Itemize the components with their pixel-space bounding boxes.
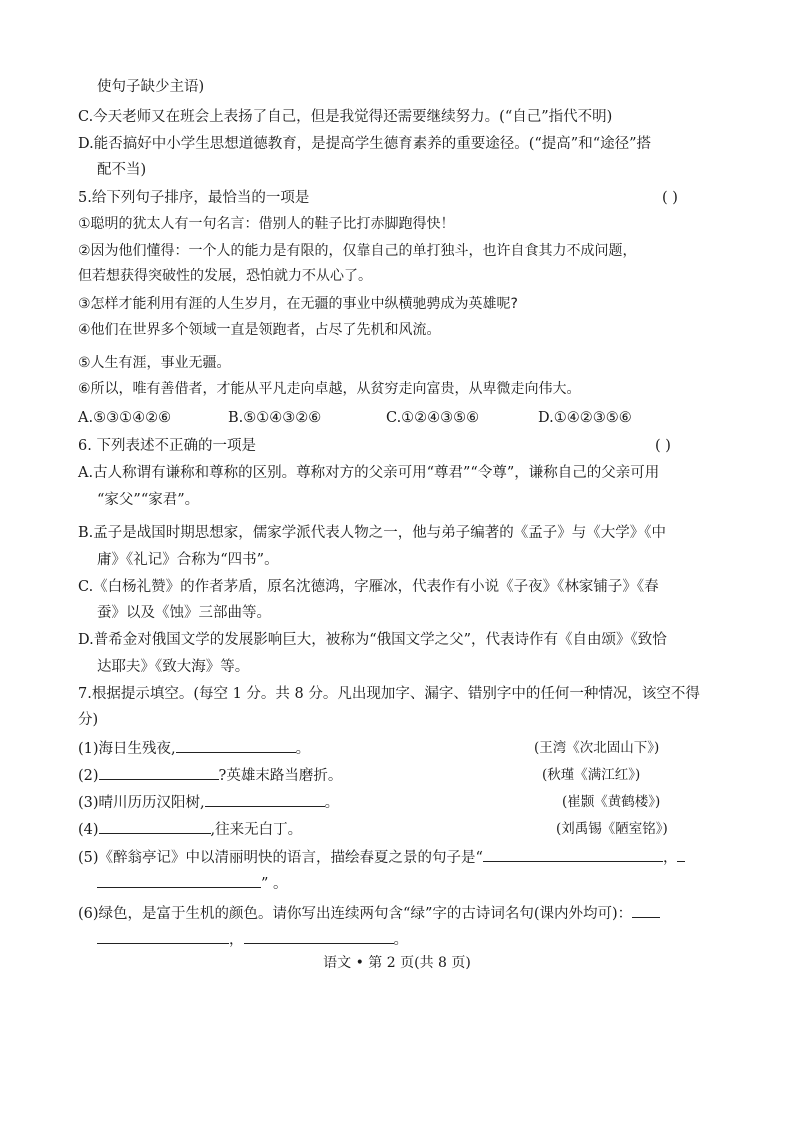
q7-item-2-prompt: ?英雄末路当磨折。 (218, 768, 343, 784)
q7-stem-line1: 7.根据提示填空。(每空 1 分。共 8 分。凡出现加字、漏字、错别字中的任何一种情况，该空不得 (78, 686, 700, 702)
q5-sentence-4: ④他们在世界多个领域一直是领跑者，占尽了先机和风流。 (78, 322, 441, 338)
q7-item-1-prompt: (1)海日生残夜, (78, 741, 176, 757)
q6-option-d-line1: D.普希金对俄国文学的发展影响巨大，被称为“俄国文学之父”，代表诗作有《自由颂》《致恰 (78, 632, 667, 648)
q7-item-6-blank-2[interactable] (244, 929, 394, 944)
q6-option-b-line1: B.孟子是战国时期思想家，儒家学派代表人物之一，他与弟子编著的《孟子》与《大学》《中 (78, 525, 667, 541)
q7-item-3-source: (崔颢《黄鹤楼》) (562, 794, 661, 810)
q7-item-5-blank-2[interactable] (97, 873, 261, 888)
q6-option-c-line1: C.《白杨礼赞》的作者茅盾，原名沈德鸿，字雁冰，代表作有小说《子夜》《林家铺子》《春 (78, 579, 659, 595)
q5-option-c[interactable]: C.①②④③⑤⑥ (386, 410, 480, 426)
q5-answer-paren[interactable]: ( ) (662, 190, 678, 206)
q7-item-4-blank[interactable] (99, 819, 211, 834)
q7-item-3-prompt: (3)晴川历历汉阳树, (78, 795, 205, 811)
q7-item-6-blank-1[interactable] (97, 929, 229, 944)
q5-sentence-2-line2: 但若想获得突破性的发展，恐怕就力不从心了。 (78, 268, 372, 284)
q7-item-3-blank[interactable] (205, 792, 325, 807)
q7-item-4-prompt: ,往来无白丁。 (210, 822, 303, 838)
q4-option-d-line2: 配不当) (97, 162, 147, 178)
q7-stem-line2: 分) (78, 712, 99, 728)
q6-option-a-line1: A.古人称谓有谦称和尊称的区别。尊称对方的父亲可用“尊君”“令尊”，谦称自己的父亲可用 (78, 465, 660, 481)
q6-stem: 6. 下列表述不正确的一项是 (78, 438, 256, 454)
q5-option-d[interactable]: D.①④②③⑤⑥ (538, 410, 632, 426)
q6-option-a-line2: “家父”“家君”。 (97, 492, 200, 508)
q7-item-5-blank-1[interactable] (483, 847, 663, 862)
q5-sentence-3: ③怎样才能利用有涯的人生岁月，在无疆的事业中纵横驰骋成为英雄呢? (78, 296, 518, 312)
q7-item-6-blank-1-start[interactable] (632, 903, 660, 918)
q5-sentence-2-line1: ②因为他们懂得：一个人的能力是有限的，仅靠自己的单打独斗，也许自食其力不成问题， (78, 243, 637, 259)
q7-item-3-end: 。 (324, 795, 340, 811)
q7-item-6-prompt: (6)绿色，是富于生机的颜色。请你写出连续两句含“绿”字的古诗词名句(课内外均可)： (78, 906, 633, 922)
q7-item-2-number: (2) (78, 768, 99, 784)
q7-item-6-line1 (78, 903, 718, 924)
q7-item-6-comma: ， (229, 932, 244, 948)
q7-item-5-prompt: (5)《醉翁亭记》中以清丽明快的语言，描绘春夏之景的句子是“ (78, 850, 483, 866)
q7-item-5-line2 (97, 873, 737, 894)
q7-item-1-source: (王湾《次北固山下》) (534, 740, 660, 756)
q7-item-4-number: (4) (78, 822, 99, 838)
q7-item-1-end: 。 (295, 741, 311, 757)
q5-sentence-1: ①聪明的犹太人有一句名言：借别人的鞋子比打赤脚跑得快！ (78, 216, 455, 232)
q6-option-c-line2: 蚕》以及《蚀》三部曲等。 (97, 605, 271, 621)
q7-item-4-source: (刘禹锡《陋室铭》) (556, 821, 668, 837)
q5-options (78, 408, 718, 428)
q5-option-a[interactable]: A.⑤③①④②⑥ (78, 410, 172, 426)
q7-item-5-comma: ， (662, 850, 678, 866)
q7-item-5-line1 (78, 847, 718, 868)
q4-option-d-line1: D.能否搞好中小学生思想道德教育，是提高学生德育素养的重要途径。(“提高”和“途径”搭 (78, 136, 652, 152)
q6-option-b-line2: 庸》《礼记》合称为“四书”。 (97, 552, 279, 568)
q7-item-2-source: (秋瑾《满江红》) (542, 767, 641, 783)
q7-item-2-blank[interactable] (99, 765, 219, 780)
q7-item-6-end: 。 (393, 932, 408, 948)
q6-answer-paren[interactable]: ( ) (655, 438, 671, 454)
q4-option-a-tail: 使句子缺少主语) (97, 79, 205, 95)
q7-item-5-end: ” 。 (261, 876, 288, 892)
q7-item-5-blank-2-start[interactable] (677, 847, 685, 862)
q5-option-b[interactable]: B.⑤①④③②⑥ (228, 410, 322, 426)
q5-sentence-5: ⑤人生有涯，事业无疆。 (78, 355, 231, 371)
q5-stem: 5.给下列句子排序，最恰当的一项是 (78, 190, 310, 206)
q4-option-c: C.今天老师又在班会上表扬了自己，但是我觉得还需要继续努力。(“自己”指代不明) (78, 109, 613, 125)
q6-option-d-line2: 达耶夫》《致大海》等。 (97, 659, 250, 675)
q7-item-6-line2 (97, 929, 737, 950)
q5-sentence-6: ⑥所以，唯有善借者，才能从平凡走向卓越，从贫穷走向富贵，从卑微走向伟大。 (78, 381, 581, 397)
q7-item-1-blank[interactable] (176, 738, 296, 753)
page-footer: 语文 • 第 2 页(共 8 页) (323, 955, 471, 971)
